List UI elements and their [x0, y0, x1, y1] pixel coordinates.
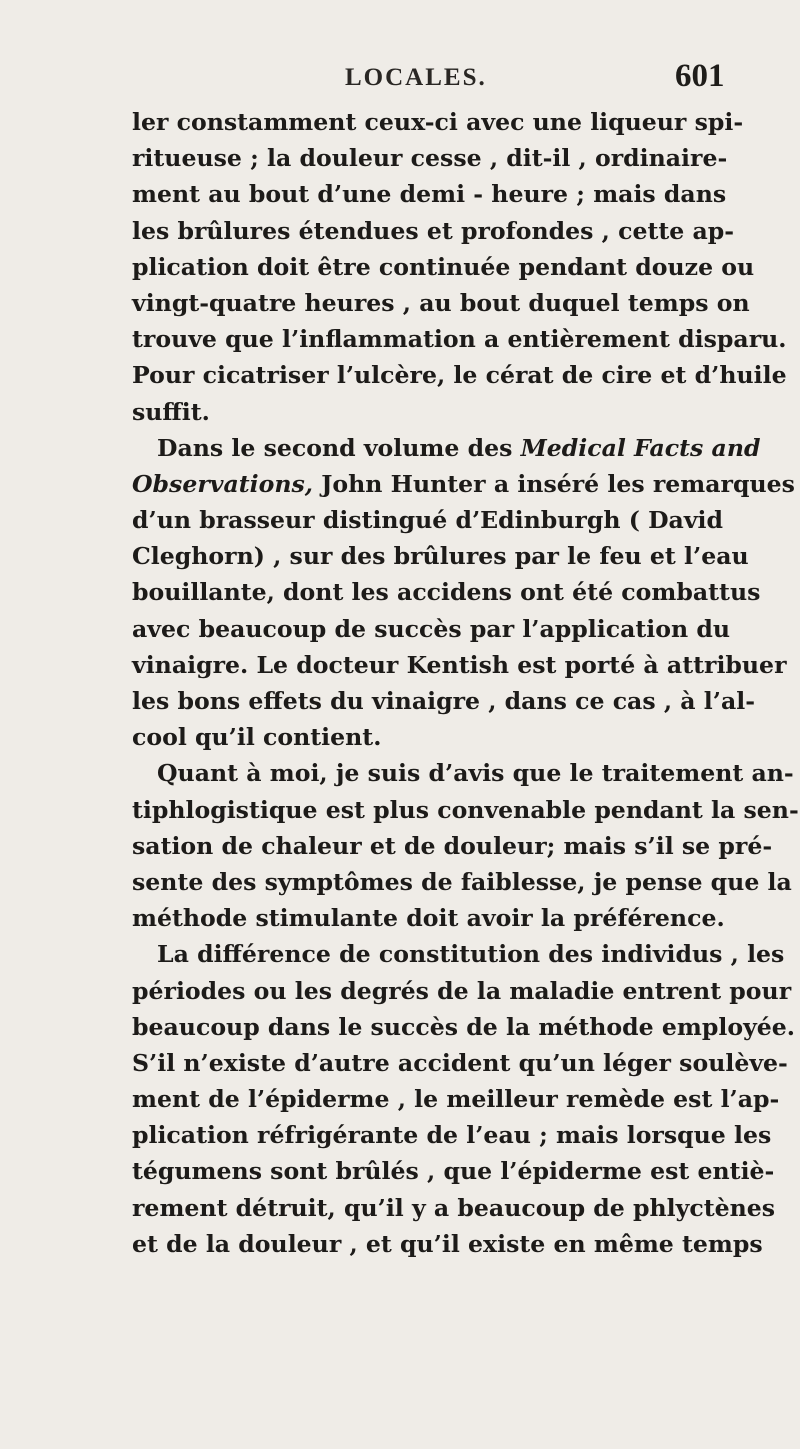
text-line: plication réfrigérante de l’eau ; mais lorsque les — [132, 1121, 772, 1150]
text-line: les bons effets du vinaigre , dans ce cas , à l’al- — [132, 687, 755, 715]
text-line: bouillante, dont les accidens ont été combattus — [132, 578, 761, 607]
text-line: périodes ou les degrés de la maladie entrent pour — [132, 976, 792, 1005]
text-line: et de la douleur , et qu’il existe en même temps — [132, 1229, 763, 1258]
text-line — [132, 430, 761, 466]
text-run: John Hunter a inséré les remarques — [313, 469, 795, 498]
text-line: cool qu’il contient. — [132, 723, 382, 752]
text-line — [132, 466, 795, 502]
text-line: Quant à moi, je suis d’avis que le traitement an- — [157, 759, 794, 788]
text-line: rement détruit, qu’il y a beaucoup de phlyctènes — [132, 1193, 776, 1222]
text-line: sation de chaleur et de douleur; mais s’il se pré- — [132, 831, 773, 860]
text-line: La différence de constitution des individus , les — [157, 940, 785, 969]
text-line: ment de l’épiderme , le meilleur remède est l’ap- — [132, 1085, 780, 1114]
text-line: ler constamment ceux-ci avec une liqueur spi- — [132, 108, 744, 136]
text-line: trouve que l’inflammation a entièrement disparu. — [132, 325, 787, 354]
text-line: les brûlures étendues et profondes , cette ap- — [132, 216, 735, 245]
text-run: Dans le second volume des — [157, 433, 521, 462]
text-line: tégumens sont brûlés , que l’épiderme est entiè- — [132, 1157, 775, 1186]
text-line: ment au bout d’une demi - heure ; mais dans — [132, 180, 727, 209]
text-line: S’il n’existe d’autre accident qu’un léger soulève- — [132, 1048, 788, 1077]
text-line: avec beaucoup de succès par l’application du — [132, 614, 730, 643]
text-line: beaucoup dans le succès de la méthode employée. — [132, 1012, 796, 1041]
text-line: vinaigre. Le docteur Kentish est porté à attribuer — [132, 650, 787, 679]
text-line: d’un brasseur distingué d’Edinburgh ( David — [132, 506, 724, 535]
text-line: vingt-quatre heures , au bout duquel temps on — [132, 288, 750, 317]
text-line: suffit. — [132, 397, 210, 426]
page-header — [0, 58, 800, 98]
text-line: Pour cicatriser l’ulcère, le cérat de cire et d’huile — [132, 361, 787, 390]
running-head: LOCALES. — [345, 64, 487, 91]
text-line: ritueuse ; la douleur cesse , dit-il , ordinaire- — [132, 144, 728, 173]
body-text — [132, 104, 799, 1262]
text-line: plication doit être continuée pendant douze ou — [132, 252, 755, 281]
journal-title-part2: Observations, — [132, 469, 314, 498]
journal-title-part1: Medical Facts and — [520, 433, 761, 462]
text-line: sente des symptômes de faiblesse, je pense que la — [132, 867, 792, 896]
text-line: Cleghorn) , sur des brûlures par le feu et l’eau — [132, 542, 749, 571]
page-number: 601 — [675, 58, 725, 94]
text-line: méthode stimulante doit avoir la préférence. — [132, 904, 725, 933]
text-line: tiphlogistique est plus convenable pendant la sen- — [132, 795, 799, 824]
